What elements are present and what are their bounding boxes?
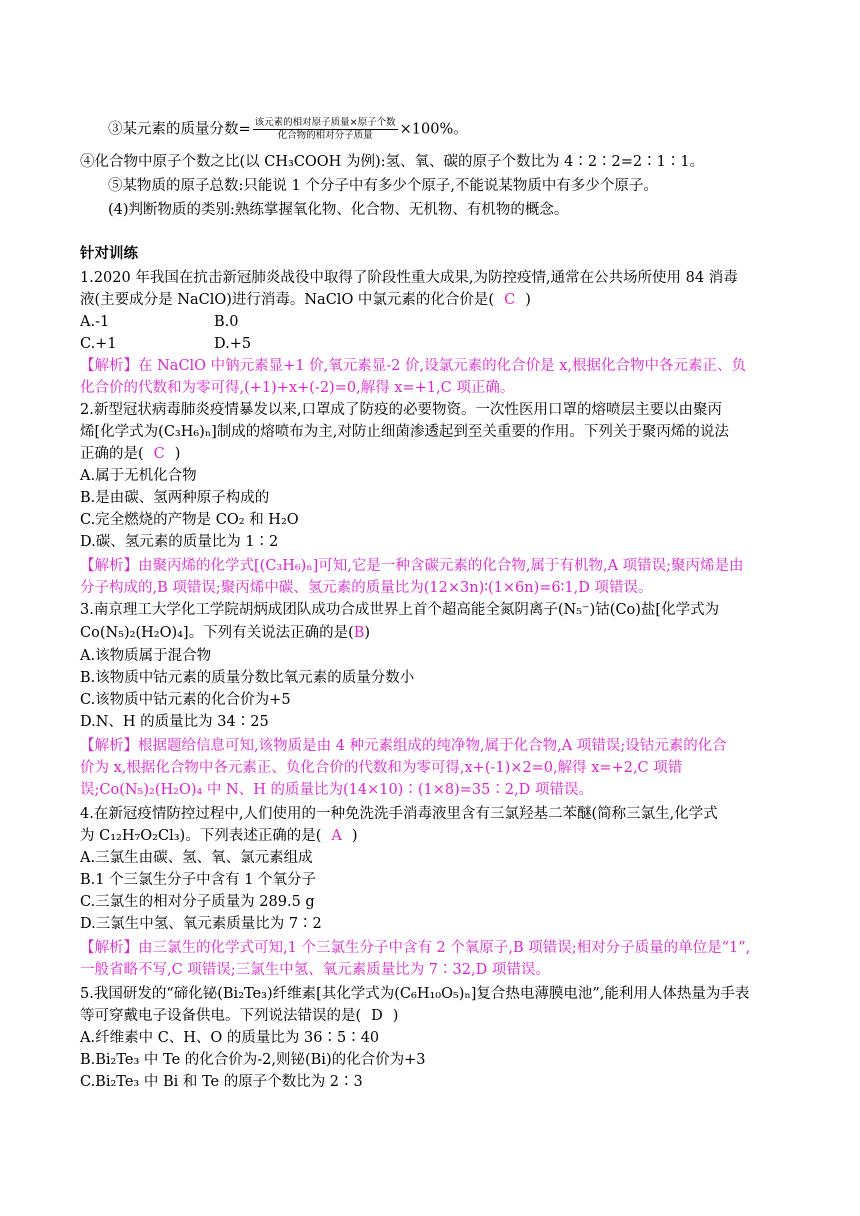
question-1: 1.2020 年我国在抗击新冠肺炎战役中取得了阶段性重大成果,为防控疫情,通常在公共场所使用 84 消毒 (80, 270, 738, 286)
option-b: B.1 个三氯生分子中含有 1 个氧分子 (80, 872, 317, 888)
question-3: 3.南京理工大学化工学院胡炳成团队成功合成世界上首个超高能全氮阴离子(N₅⁻)钴(Co)盐[化学式为 (80, 602, 720, 618)
analysis-text: 【解析】在 NaClO 中钠元素显+1 价,氧元素显-2 价,设氯元素的化合价是 x,根据化合物中各元素正、负 (80, 358, 746, 374)
text-line: (4)判断物质的类别:熟练掌握氧化物、化合物、无机物、有机物的概念。 (108, 202, 569, 218)
fraction-denominator: 化合物的相对分子质量 (277, 130, 373, 141)
question-close: ) (174, 446, 181, 462)
option-c: C.该物质中钴元素的化合价为+5 (80, 692, 291, 708)
answer-letter: C (504, 292, 516, 308)
option-a: A.纤维素中 C、H、O 的质量比为 36∶5∶40 (80, 1030, 380, 1046)
formula-label: ③某元素的质量分数= (108, 121, 251, 138)
options-row (80, 334, 780, 355)
analysis-text: 一般省略不写,C 项错误;三氯生中氢、氧元素质量比为 7∶32,D 项错误。 (80, 962, 550, 978)
option-b: B.Bi₂Te₃ 中 Te 的化合价为-2,则铋(Bi)的化合价为+3 (80, 1052, 426, 1068)
answer-letter: B (353, 625, 365, 641)
text-line: 烯[化学式为(C₃H₆)ₙ]制成的熔喷布为主,对防止细菌渗透起到至关重要的作用。下列关于聚丙烯的说法 (80, 424, 729, 440)
question-4-line2 (80, 826, 780, 847)
option-a: A.-1 (80, 314, 110, 330)
question-text: Co(N₅)₂(H₂O)₄]。下列有关说法正确的是( (80, 625, 354, 641)
option-d: D.碳、氢元素的质量比为 1∶2 (80, 534, 279, 550)
option-c: C.+1 (80, 336, 117, 352)
answer-letter: D (371, 1008, 383, 1024)
question-1-line2 (80, 290, 780, 311)
question-3-line2 (80, 623, 780, 644)
section-heading: 针对训练 (80, 246, 138, 262)
option-b: B.0 (214, 314, 239, 330)
option-d: D.三氯生中氢、氧元素质量比为 7∶2 (80, 916, 322, 932)
options-row (80, 312, 780, 333)
analysis-text: 【解析】由聚丙烯的化学式[(C₃H₆)ₙ]可知,它是一种含碳元素的化合物,属于有机物,A 项错误;聚丙烯是由 (80, 558, 744, 574)
option-c: C.三氯生的相对分子质量为 289.5 g (80, 894, 315, 910)
question-text: 等可穿戴电子设备供电。下列说法错误的是( (80, 1008, 362, 1024)
analysis-text: 【解析】根据题给信息可知,该物质是由 4 种元素组成的纯净物,属于化合物,A 项错误;设钴元素的化合 (80, 738, 727, 754)
answer-letter: A (331, 828, 342, 844)
question-2: 2.新型冠状病毒肺炎疫情暴发以来,口罩成了防疫的必要物资。一次性医用口罩的熔喷层主要以由聚丙 (80, 402, 722, 418)
fraction (253, 117, 398, 142)
analysis-text: 价为 x,根据化合物中各元素正、负化合价的代数和为零可得,x+(-1)×2=0,解得 x=+2,C 项错 (80, 760, 683, 776)
analysis-text: 化合价的代数和为零可得,(+1)+x+(-2)=0,解得 x=+1,C 项正确。 (80, 380, 515, 396)
formula-tail: ×100%。 (399, 121, 468, 138)
question-text: 正确的是( (80, 446, 144, 462)
question-close: ) (364, 625, 371, 641)
option-d: D.+5 (214, 336, 252, 352)
question-5: 5.我国研发的“碲化铋(Bi₂Te₃)纤维素[其化学式为(C₆H₁₀O₅)ₙ]复合热电薄膜电池”,能利用人体热量为手表 (80, 986, 750, 1002)
formula-mass-fraction (108, 117, 808, 142)
question-5-line2 (80, 1006, 780, 1027)
option-c: C.Bi₂Te₃ 中 Bi 和 Te 的原子个数比为 2∶3 (80, 1074, 363, 1090)
fraction-numerator: 该元素的相对原子质量×原子个数 (254, 117, 396, 128)
question-text: 液(主要成分是 NaClO)进行消毒。NaClO 中氯元素的化合价是( (80, 292, 495, 308)
text-line: ④化合物中原子个数之比(以 CH₃COOH 为例):氢、氧、碳的原子个数比为 4∶2∶2=2∶1∶1。 (80, 154, 705, 170)
text-line: ⑤某物质的原子总数:只能说 1 个分子中有多少个原子,不能说某物质中有多少个原子。 (108, 178, 658, 194)
option-a: A.三氯生由碳、氢、氧、氯元素组成 (80, 850, 313, 866)
analysis-text: 分子构成的,B 项错误;聚丙烯中碳、氢元素的质量比为(12×3n)∶(1×6n)=6∶1,D 项错误。 (80, 580, 653, 596)
option-a: A.该物质属于混合物 (80, 648, 212, 664)
question-text: 为 C₁₂H₇O₂Cl₃)。下列表述正确的是( (80, 828, 322, 844)
option-c: C.完全燃烧的产物是 CO₂ 和 H₂O (80, 512, 299, 528)
analysis-text: 误;Co(N₅)₂(H₂O)₄ 中 N、H 的质量比为(14×10)∶(1×8)=35∶2,D 项错误。 (80, 782, 593, 798)
question-4: 4.在新冠疫情防控过程中,人们使用的一种免洗洗手消毒液里含有三氯羟基二苯醚(简称三氯生,化学式 (80, 806, 718, 822)
option-b: B.是由碳、氢两种原子构成的 (80, 490, 270, 506)
option-b: B.该物质中钴元素的质量分数比氧元素的质量分数小 (80, 670, 415, 686)
question-2-line3 (80, 444, 780, 465)
answer-letter: C (153, 446, 165, 462)
option-d: D.N、H 的质量比为 34∶25 (80, 714, 269, 730)
question-close: ) (351, 828, 358, 844)
question-close: ) (392, 1008, 399, 1024)
option-a: A.属于无机化合物 (80, 468, 197, 484)
analysis-text: 【解析】由三氯生的化学式可知,1 个三氯生分子中含有 2 个氧原子,B 项错误;相对分子质量的单位是“1”, (80, 940, 751, 956)
question-close: ) (525, 292, 531, 308)
